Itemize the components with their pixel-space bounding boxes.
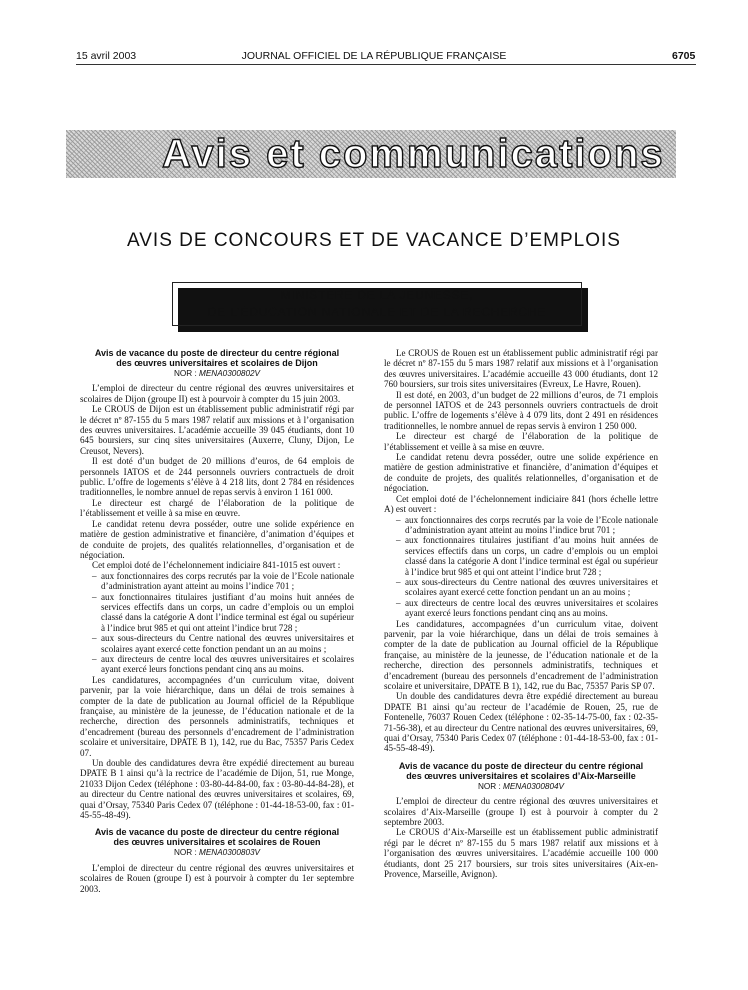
list-item: – aux sous-directeurs du Centre national des œuvres universitaires et scolaires ayant exercé cette fonction pendant un an au moins ;: [92, 633, 354, 654]
nor-reference: NOR : MENA0300802V: [173, 369, 261, 378]
list-item: – aux fonctionnaires titulaires justifiant d’au moins huit années de services effectifs dans un corps, un cadre d’emplois ou un emploi classé dans la catégorie A dont l’indice terminal est égal ou supérieur à l’indice brut 985 et qui ont atteint l’indice brut 728 ;: [396, 535, 658, 577]
list-item: – aux directeurs de centre local des œuvres universitaires et scolaires ayant exercé leurs fonctions pendant cinq ans au moins.: [396, 598, 658, 619]
header-rule: [76, 64, 696, 65]
notice-title: Avis de vacance du poste de directeur du centre régional des œuvres universitaires et scolaires de Dijon: [94, 348, 340, 368]
paragraph: L’emploi de directeur du centre régional des œuvres universitaires et scolaires de Rouen (groupe I) est à pourvoir à compter du 1er septembre 2003.: [80, 862, 354, 894]
paragraph: Il est doté d’un budget de 20 millions d’euros, de 64 emplois de personnels IATOS et de 244 personnels ouvriers contractuels de droit public. L’offre de logements s’élève à 4 218 lits, dont 2 784 en résidences traditionnelles, le nombre annuel de repas servis à environ 1 161 000.: [80, 456, 354, 498]
list-item: – aux fonctionnaires des corps recrutés par la voie de l’Ecole nationale d’administration ayant atteint au moins l’indice 701 ;: [92, 571, 354, 592]
notice-title: Avis de vacance du poste de directeur du centre régional des œuvres universitaires et scolaires de Rouen: [94, 827, 340, 848]
list-item: – aux fonctionnaires titulaires justifiant d’au moins huit années de services effectifs dans un corps, un cadre d’emplois ou un emploi classé dans la catégorie A dont l’indice terminal est égal ou supérieur à l’indice brut 985 et qui ont atteint l’indice brut 728 ;: [92, 592, 354, 634]
notice-aix-marseille: [384, 761, 658, 880]
paragraph: Le CROUS de Dijon est un établissement public administratif régi par le décret nº 87-155 du 5 mars 1987 relatif aux missions et à l’organisation des œuvres universitaires. L’académie accueille 39 045 étudiants, dont 10 645 boursiers, sur cinq sites universitaires (Auxerre, Cluny, Dijon, Le Creusot, Nevers).: [80, 404, 354, 456]
eligibility-list: [384, 515, 658, 619]
paragraph: Le directeur est chargé de l’élaboration de la politique de l’établissement et veille à sa mise en œuvre.: [80, 497, 354, 519]
list-item: – aux fonctionnaires des corps recrutés par la voie de l’Ecole nationale d’administration ayant atteint au moins l’indice brut 701 ;: [396, 515, 658, 536]
section-banner: [66, 130, 676, 178]
eligibility-list: [80, 571, 354, 675]
paragraph: Un double des candidatures devra être expédié directement au bureau DPATE B 1 ainsi qu’à la rectrice de l’académie de Dijon, 51, rue Monge, 21033 Dijon Cedex (téléphone : 03-80-44-84-00, fax : 03-80-44-84-28), et au directeur du Centre national des œuvres universitaires et scolaires, 69, quai d’Orsay, 75340 Paris Cedex 07 (téléphone : 01-44-18-53-00, fax : 01-45-55-48-49).: [80, 758, 354, 821]
notice-dijon: [80, 348, 354, 820]
journal-title: JOURNAL OFFICIEL DE LA RÉPUBLIQUE FRANÇAISE: [241, 50, 507, 62]
paragraph: Le candidat retenu devra posséder, outre une solide expérience en matière de gestion administrative et financière, d’animation d’équipes et de conduite de projets, des qualités relationnelles, d’organisation et de négociation.: [80, 518, 354, 560]
paragraph: Le CROUS de Rouen est un établissement public administratif régi par le décret nº 87-155 du 5 mars 1987 relatif aux missions et à l’organisation des œuvres universitaires. L’académie accueille 43 000 étudiants, dont 12 760 boursiers, sur trois sites universitaires (Evreux, Le Havre, Rouen).: [384, 348, 658, 390]
paragraph: Cet emploi doté de l’échelonnement indiciaire 841-1015 est ouvert :: [92, 560, 341, 571]
paragraph: L’emploi de directeur du centre régional des œuvres universitaires et scolaires d’Aix-Marseille (groupe I) est à pourvoir à compter du 2 septembre 2003.: [384, 796, 658, 828]
paragraph: Un double des candidatures devra être expédié directement au bureau DPATE B1 ainsi qu’au recteur de l’académie de Rouen, 25, rue de Fontenelle, 76037 Rouen Cedex (téléphone : 02-35-14-75-00, fax : 02-35-71-56-38), et au directeur du Centre national des œuvres universitaires, 69, quai d’Orsay, 75340 Paris Cedex 07 (téléphone : 01-44-18-53-00, fax : 01-45-55-48-49).: [384, 691, 658, 754]
ministry-line-2: DE L’ÉDUCATION NATIONALE ET DE LA RECHERCHE: [207, 305, 547, 319]
paragraph: Cet emploi doté de l’échelonnement indiciaire 841 (hors échelle lettre A) est ouvert :: [384, 493, 658, 515]
nor-reference: NOR : MENA0300804V: [477, 781, 565, 791]
banner-title: Avis et communications: [162, 132, 665, 176]
column-right: [384, 348, 658, 880]
paragraph: Les candidatures, accompagnées d’un curriculum vitae, doivent parvenir, par la voie hiérarchique, dans un délai de trois semaines à compter de la date de publication au Journal officiel de la République française, au ministère de la jeunesse, de l’éducation nationale et de la recherche, direction des personnels administratifs, techniques et d’encadrement (bureau des personnels d’encadrement de l’administration scolaire et universitaire, DPATE B 1), 142, rue du Bac, 75357 Paris SP 07.: [384, 618, 658, 691]
ministry-box: [172, 282, 582, 326]
notice-rouen: [80, 827, 354, 894]
paragraph: Le directeur est chargé de l’élaboration de la politique de l’établissement et veille à sa mise en œuvre.: [384, 431, 658, 452]
paragraph: Le candidat retenu devra posséder, outre une solide expérience en matière de gestion administrative et financière, d’animation d’équipes et de conduite de projets, des qualités relationnelles, d’organisation et de négociation.: [384, 452, 658, 494]
paragraph: Il est doté, en 2003, d’un budget de 22 millions d’euros, de 71 emplois de personnel IATOS et de 243 personnels ouvriers contractuels de droit public. L’offre de logements s’élève à 4 079 lits, dont 2 491 en résidences traditionnelles, le nombre annuel de repas servis à environ 1 250 000.: [384, 389, 658, 431]
paragraph: Le CROUS d’Aix-Marseille est un établissement public administratif régi par le décret nº 87-155 du 5 mars 1987 relatif aux missions et à l’organisation des œuvres universitaires. L’académie accueille 100 000 étudiants, dont 25 217 boursiers, sur trois sites universitaires (Aix-en-Provence, Marseille, Avignon).: [384, 827, 658, 880]
list-item: – aux directeurs de centre local des œuvres universitaires et scolaires ayant exercé leurs fonctions pendant cinq ans au moins.: [92, 654, 354, 675]
paragraph: L’emploi de directeur du centre régional des œuvres universitaires et scolaires de Dijon (groupe II) est à pourvoir à compter du 15 juin 2003.: [80, 383, 354, 404]
page-number: 6705: [672, 50, 696, 62]
nor-reference: NOR : MENA0300803V: [173, 848, 261, 858]
paragraph: Les candidatures, accompagnées d’un curriculum vitae, doivent parvenir, par la voie hiérarchique, dans un délai de trois semaines à compter de la date de publication au Journal officiel de la République française, au ministère de la jeunesse, de l’éducation nationale et de la recherche, direction des personnels administratifs, techniques et d’encadrement (bureau des personnels d’encadrement de l’administration scolaire et universitaire, DPATE B 1), 142, rue du Bac, 75357 Paris Cedex 07.: [80, 674, 354, 758]
notice-title: Avis de vacance du poste de directeur du centre régional des œuvres universitaires et scolaires d’Aix-Marseille: [398, 760, 644, 781]
header-date: 15 avril 2003: [76, 50, 137, 62]
list-item: – aux sous-directeurs du Centre national des œuvres universitaires et scolaires ayant exercé cette fonction pendant un an au moins ;: [396, 577, 658, 598]
column-left: [80, 348, 354, 894]
main-title: AVIS DE CONCOURS ET DE VACANCE D’EMPLOIS: [127, 230, 621, 251]
ministry-line-1: MINISTÈRE DE LA JEUNESSE,: [280, 288, 474, 302]
